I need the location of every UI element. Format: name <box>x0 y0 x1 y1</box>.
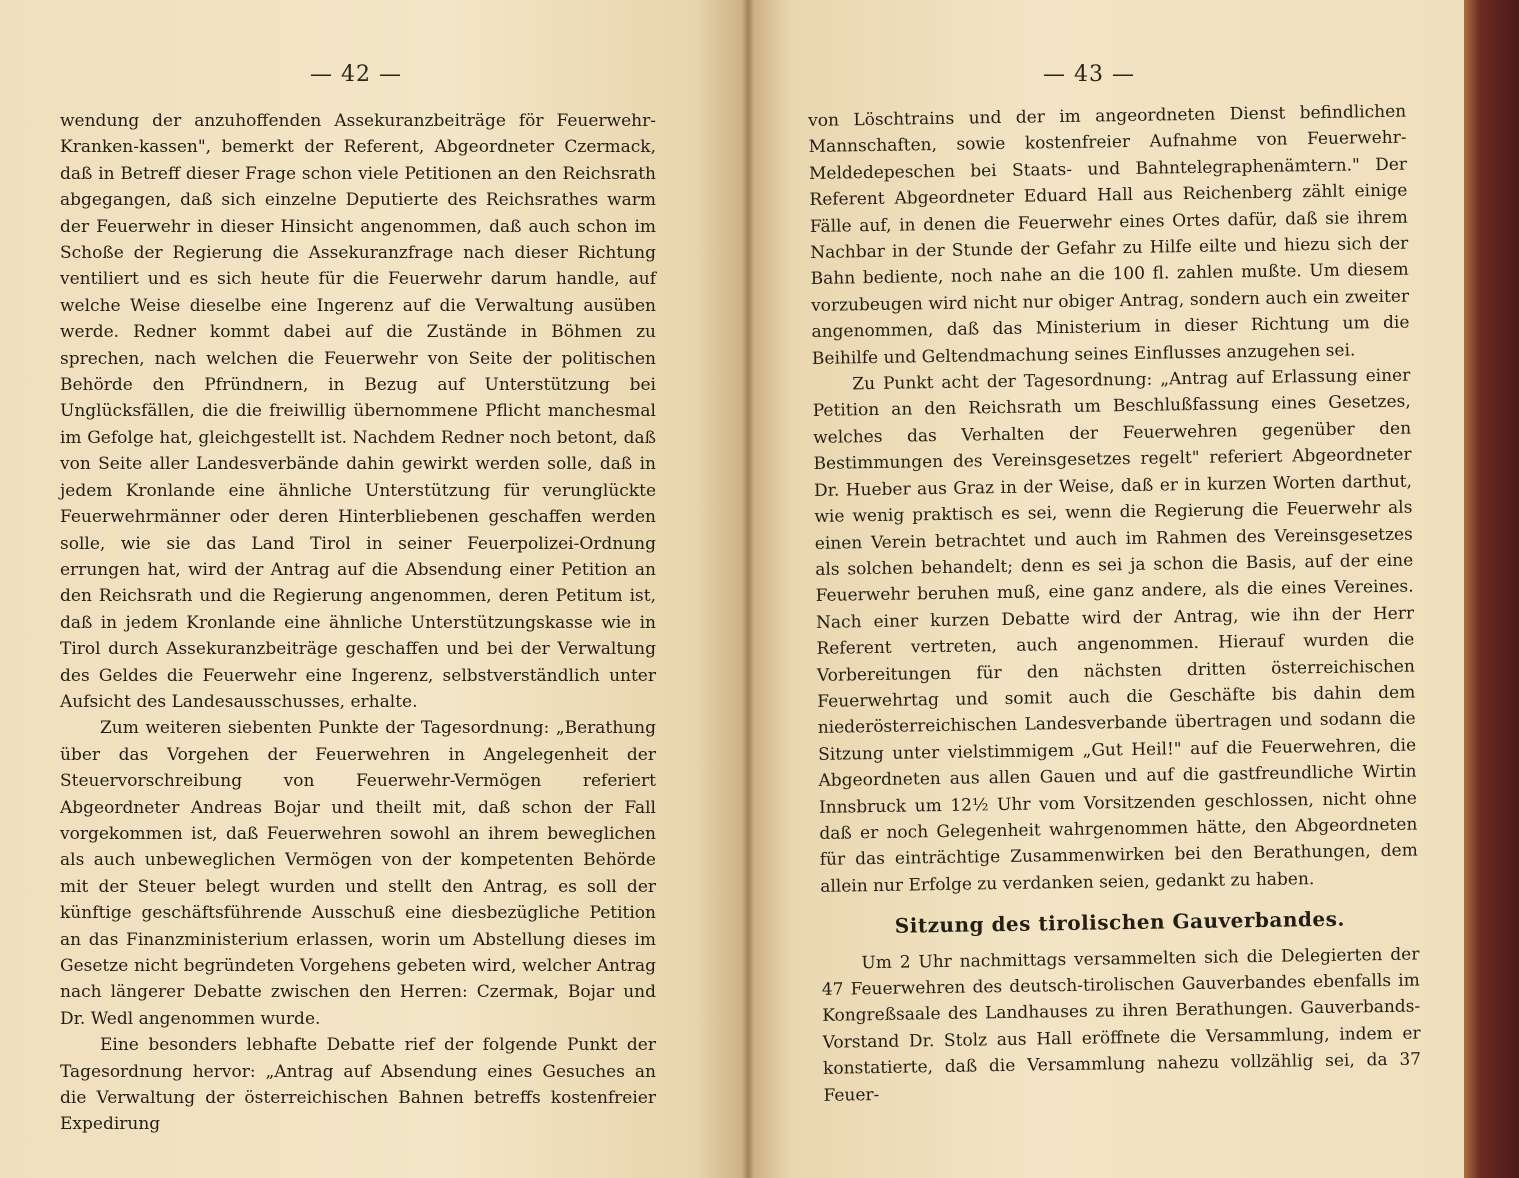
right-page <box>748 0 1464 1178</box>
page-number-right: — 43 — <box>1043 62 1135 87</box>
left-page-text <box>60 108 656 1138</box>
section-heading: Sitzung des tirolischen Gauverbandes. <box>894 906 1346 938</box>
left-paragraph-1: wendung der anzuhoffenden Assekuranzbeiträge för Feuerwehr-Kranken-kassen", bemerkt der Referent, Abgeordneter Czermack, daß in Betreff dieser Frage schon viele Petitionen an den Reichsrath abgegangen, daß sich einzelne Deputierte des Reichsrathes warm der Feuerwehr in dieser Hinsicht angenommen, daß auch schon im Schoße der Regierung die Assekuranzfrage nach dieser Richtung ventiliert und es sich heute für die Feuerwehr darum handle, auf welche Weise dieselbe eine Ingerenz auf die Verwaltung ausüben werde. Redner kommt dabei auf die Zustände in Böhmen zu sprechen, nach welchen die Feuerwehr von Seite der politischen Behörde den Pfründnern, in Bezug auf Unterstützung bei Unglücksfällen, die die freiwillig übernommene Pflicht manchesmal im Gefolge hat, gleichgestellt ist. Nachdem Redner noch betont, daß von Seite aller Landesverbände dahin gewirkt werden solle, daß in jedem Kronlande eine ähnliche Unterstützung für verunglückte Feuerwehrmänner oder deren Hinterbliebenen geschaffen werden solle, wie sie das Land Tirol in seiner Feuerpolizei-Ordnung errungen hat, wird der Antrag auf die Absendung einer Petition an den Reichsrath und die Regierung angenommen, deren Petitum ist, daß in jedem Kronlande eine ähnliche Unterstützungskasse wie in Tirol durch Assekuranzbeiträge geschaffen und bei der Verwaltung des Geldes die Feuerwehr eine Ingerenz, selbstverständlich unter Aufsicht des Landesausschusses, erhalte. <box>60 111 656 712</box>
page-number-left: — 42 — <box>310 62 402 87</box>
book-cover-edge <box>1464 0 1519 1178</box>
right-page-text <box>808 99 1422 1109</box>
left-paragraph-2: Zum weiteren siebenten Punkte der Tagesordnung: „Berathung über das Vorgehen der Feuerwehren in Angelegenheit der Steuervorschreibung von Feuerwehr-Vermögen referiert Abgeordneter Andreas Bojar und theilt mit, daß schon der Fall vorgekommen ist, daß Feuerwehren sowohl an ihrem beweglichen als auch unbeweglichen Vermögen von der kompetenten Behörde mit der Steuer belegt wurden und stellt den Antrag, es soll der künftige geschäftsführende Ausschuß eine diesbezügliche Petition an das Finanzministerium erlassen, worin um Abstellung dieses im Gesetze nicht begründeten Vorgehens gebeten wird, welcher Antrag nach längerer Debatte zwischen den Herren: Czermak, Bojar und Dr. Wedl angenommen wurde. <box>60 718 656 1029</box>
right-paragraph-2: Zu Punkt acht der Tagesordnung: „Antrag auf Erlassung einer Petition an den Reichsrath um Beschlußfassung eines Gesetzes, welches das Verhalten der Feuerwehren gegenüber den Bestimmungen des Vereinsgesetzes regelt" referiert Abgeordneter Dr. Hueber aus Graz in der Weise, daß er in kurzen Worten darthut, wie wenig praktisch es sei, wenn die Regierung die Feuerwehr als einen Verein betrachtet und auch im Rahmen des Vereinsgesetzes als solchen behandelt; denn es sei ja schon die Basis, auf der eine Feuerwehr beruhen muß, eine ganz andere, als die eines Vereines. Nach einer kurzen Debatte wird der Antrag, wie ihn der Herr Referent vertreten, auch angenommen. Hierauf wurden die Vorbereitungen für den nächsten dritten österreichischen Feuerwehrtag und somit auch die Geschäfte bis dahin dem niederösterreichischen Landesverbande übertragen und sodann die Sitzung unter vielstimmigem „Gut Heil!" auf die Feuerwehren, die Abgeordneten aus allen Gauen und auf die gastfreundliche Wirtin Innsbruck um 12½ Uhr vom Vorsitzenden geschlossen, nicht ohne daß er noch Gelegenheit wahrgenommen hätte, den Abgeordneten für das einträchtige Zusammenwirken bei den Berathungen, dem allein nur Erfolge zu verdanken seien, gedankt zu haben. <box>812 365 1418 897</box>
right-paragraph-1: von Löschtrains und der im angeordneten Dienst befindlichen Mannschaften, sowie kostenfreier Aufnahme von Feuerwehr-Meldedepeschen bei Staats- und Bahntelegraphenämtern." Der Referent Abgeordneter Eduard Hall aus Reichenberg zählt einige Fälle auf, in denen die Feuerwehr eines Ortes dafür, daß sie ihrem Nachbar in der Stunde der Gefahr zu Hilfe eilte und hiezu sich der Bahn bediente, noch nahe an die 100 fl. zahlen mußte. Um diesem vorzubeugen wird nicht nur obiger Antrag, sondern auch ein zweiter angenommen, daß das Ministerium in dieser Richtung um die Beihilfe und Geltendmachung seines Einflusses anzugehen sei. <box>808 101 1410 369</box>
left-paragraph-3: Eine besonders lebhafte Debatte rief der folgende Punkt der Tagesordnung hervor: „Antrag auf Absendung eines Gesuches an die Verwaltung der österreichischen Bahnen betreffs kostenfreier Expedirung <box>60 1035 656 1135</box>
right-paragraph-3: Um 2 Uhr nachmittags versammelten sich die Delegierten der 47 Feuerwehren des deutsch-tirolischen Gauverbandes ebenfalls im Kongreßsaale des Landhauses zu ihren Berathungen. Gauverbands-Vorstand Dr. Stolz aus Hall eröffnete die Versammlung, indem er konstatierte, daß die Versammlung nahezu vollzählig sei, da 37 Feuer- <box>821 944 1422 1106</box>
book-gutter <box>742 0 754 1178</box>
left-page <box>0 0 748 1178</box>
